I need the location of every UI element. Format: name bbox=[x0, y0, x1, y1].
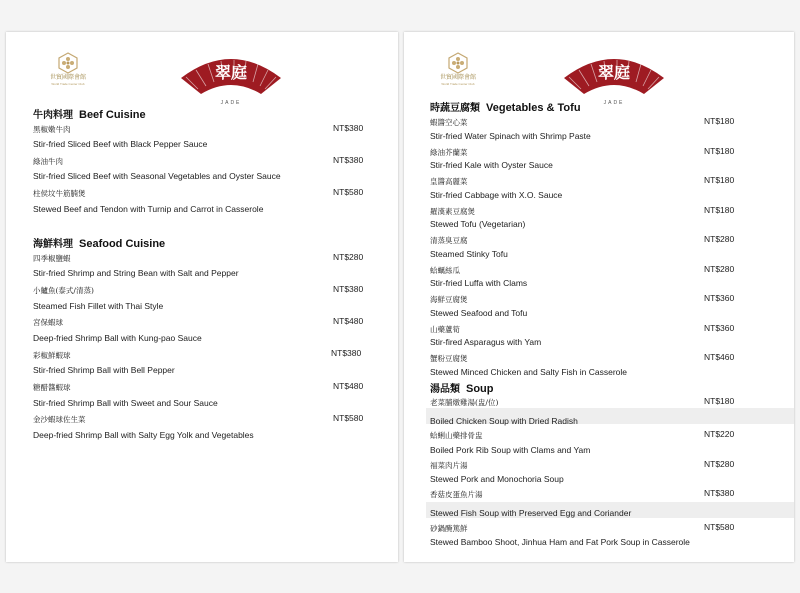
dish-en: Stir-fried Shrimp and String Bean with Salt and Pepper bbox=[33, 268, 239, 278]
badge-name: 世貿國際會館 bbox=[49, 74, 86, 81]
dish-price: NT$480 bbox=[333, 381, 364, 391]
jade-fan-logo bbox=[176, 48, 286, 108]
dish-zh: 綠油牛肉 bbox=[33, 157, 63, 166]
dish-price: NT$380 bbox=[333, 155, 364, 165]
section-en: Soup bbox=[466, 383, 494, 395]
fan-emblem-icon bbox=[176, 48, 286, 100]
dish-price: NT$180 bbox=[704, 146, 735, 156]
dish-zh: 彩椒鮮蝦球 bbox=[33, 351, 71, 360]
dish-zh: 海鮮豆腐煲 bbox=[430, 295, 468, 304]
dish-price: NT$280 bbox=[333, 252, 364, 262]
dish-zh: 蛤蠣絲瓜 bbox=[430, 266, 460, 275]
dish-zh: 香菇皮蛋魚片湯 bbox=[430, 490, 483, 499]
dish-price: NT$180 bbox=[704, 175, 735, 185]
dish-en: Boiled Pork Rib Soup with Clams and Yam bbox=[430, 445, 591, 455]
dish-price: NT$360 bbox=[704, 293, 735, 303]
dish-en: Stewed Minced Chicken and Salty Fish in Casserole bbox=[430, 367, 628, 377]
dish-en: Stir-fried Shrimp Ball with Sweet and Sour Sauce bbox=[33, 398, 218, 408]
section-heading-beef bbox=[33, 106, 146, 121]
section-en: Beef Cuisine bbox=[79, 109, 146, 121]
section-heading-vegetables bbox=[430, 99, 581, 114]
dish-en: Stewed Seafood and Tofu bbox=[430, 308, 528, 318]
dish-en: Stewed Bamboo Shoot, Jinhua Ham and Fat Pork Soup in Casserole bbox=[430, 537, 690, 547]
dish-zh: 綠油芥蘭菜 bbox=[430, 148, 468, 157]
dish-price: NT$380 bbox=[331, 348, 362, 358]
dish-price: NT$280 bbox=[704, 264, 735, 274]
dish-zh: 蛤蜊山藥排骨盅 bbox=[430, 431, 483, 440]
dish-zh: 老菜脯燉雞湯(盅/位) bbox=[430, 398, 499, 407]
dish-price: NT$580 bbox=[333, 413, 364, 423]
section-heading-soup bbox=[430, 380, 494, 395]
section-en: Vegetables & Tofu bbox=[486, 102, 581, 114]
dish-zh: 四季椒鹽蝦 bbox=[33, 254, 71, 263]
dish-price: NT$480 bbox=[333, 316, 364, 326]
dish-en: Stir-fried Cabbage with X.O. Sauce bbox=[430, 190, 563, 200]
dish-zh: 砂鍋醃篤鮮 bbox=[430, 524, 468, 533]
dish-zh: 福菜肉片湯 bbox=[430, 461, 468, 470]
dish-en: Stir-fried Sliced Beef with Seasonal Vegetables and Oyster Sauce bbox=[33, 171, 281, 181]
dish-zh: 宮保蝦球 bbox=[33, 318, 63, 327]
dish-en: Stir-fried Kale with Oyster Sauce bbox=[430, 160, 553, 170]
dish-zh: 皇醬高麗菜 bbox=[430, 177, 468, 186]
fan-char: 翠庭 bbox=[597, 63, 631, 82]
dish-en: Stir-fried Water Spinach with Shrimp Paste bbox=[430, 131, 591, 141]
dish-zh: 蝦醬空心菜 bbox=[430, 118, 468, 127]
dish-price: NT$460 bbox=[704, 352, 735, 362]
dish-price: NT$180 bbox=[704, 396, 735, 406]
dish-zh: 糖醋醬蝦球 bbox=[33, 383, 71, 392]
dish-en: Stir-fired Asparagus with Yam bbox=[430, 337, 542, 347]
dish-zh: 蟹粉豆腐煲 bbox=[430, 354, 468, 363]
section-heading-seafood bbox=[33, 235, 165, 250]
dish-zh: 黑椒嫩牛肉 bbox=[33, 125, 71, 134]
badge-name: 世貿國際會館 bbox=[439, 74, 476, 81]
badge-subtitle: World Trade Center Club bbox=[441, 82, 475, 86]
dish-en: Stir-fried Shrimp Ball with Bell Pepper bbox=[33, 365, 175, 375]
dish-en: Stewed Beef and Tendon with Turnip and Carrot in Casserole bbox=[33, 204, 264, 214]
hexagon-emblem-icon bbox=[57, 52, 79, 74]
dish-zh: 柱侯坟牛筋腩煲 bbox=[33, 189, 86, 198]
dish-zh: 小鱸魚(泰式/清蒸) bbox=[33, 286, 94, 295]
dish-price: NT$360 bbox=[704, 323, 735, 333]
section-zh: 海鮮料理 bbox=[33, 239, 73, 250]
fan-label: JADE bbox=[220, 100, 242, 106]
hexagon-emblem-icon bbox=[447, 52, 469, 74]
dish-price: NT$380 bbox=[333, 284, 364, 294]
dish-price: NT$580 bbox=[704, 522, 735, 532]
section-zh: 牛肉料理 bbox=[33, 110, 73, 121]
dish-zh: 金沙蝦球佐生菜 bbox=[33, 415, 86, 424]
badge-subtitle: World Trade Center Club bbox=[51, 82, 85, 86]
dish-en: Steamed Stinky Tofu bbox=[430, 249, 508, 259]
dish-price: NT$580 bbox=[333, 187, 364, 197]
dish-price: NT$380 bbox=[704, 488, 735, 498]
dish-price: NT$180 bbox=[704, 116, 735, 126]
dish-en: Boiled Chicken Soup with Dried Radish bbox=[430, 416, 578, 426]
fan-char: 翠庭 bbox=[214, 63, 248, 82]
dish-en: Stir-fried Luffa with Clams bbox=[430, 278, 528, 288]
restaurant-badge-logo bbox=[429, 52, 487, 86]
dish-en: Stewed Fish Soup with Preserved Egg and Coriander bbox=[430, 508, 632, 518]
dish-price: NT$220 bbox=[704, 429, 735, 439]
dish-price: NT$280 bbox=[704, 459, 735, 469]
dish-zh: 山藥蘆筍 bbox=[430, 325, 460, 334]
dish-en: Deep-fried Shrimp Ball with Salty Egg Yolk and Vegetables bbox=[33, 430, 254, 440]
dish-en: Deep-fried Shrimp Ball with Kung-pao Sauce bbox=[33, 333, 202, 343]
dish-en: Steamed Fish Fillet with Thai Style bbox=[33, 301, 164, 311]
dish-price: NT$180 bbox=[704, 205, 735, 215]
dish-en: Stir-fried Sliced Beef with Black Pepper Sauce bbox=[33, 139, 208, 149]
menu-page-left bbox=[6, 32, 398, 562]
fan-emblem-icon bbox=[559, 48, 669, 100]
fan-label: JADE bbox=[603, 100, 625, 106]
dish-en: Stewed Tofu (Vegetarian) bbox=[430, 219, 526, 229]
dish-en: Stewed Pork and Monochoria Soup bbox=[430, 474, 564, 484]
section-en: Seafood Cuisine bbox=[79, 238, 166, 250]
dish-price: NT$280 bbox=[704, 234, 735, 244]
section-zh: 時蔬豆腐類 bbox=[430, 103, 480, 114]
dish-zh: 清蒸臭豆腐 bbox=[430, 236, 468, 245]
dish-zh: 羅漢素豆腐煲 bbox=[430, 207, 475, 216]
restaurant-badge-logo bbox=[39, 52, 97, 86]
dish-price: NT$380 bbox=[333, 123, 364, 133]
section-zh: 湯品類 bbox=[430, 384, 460, 395]
menu-page-right bbox=[404, 32, 794, 562]
